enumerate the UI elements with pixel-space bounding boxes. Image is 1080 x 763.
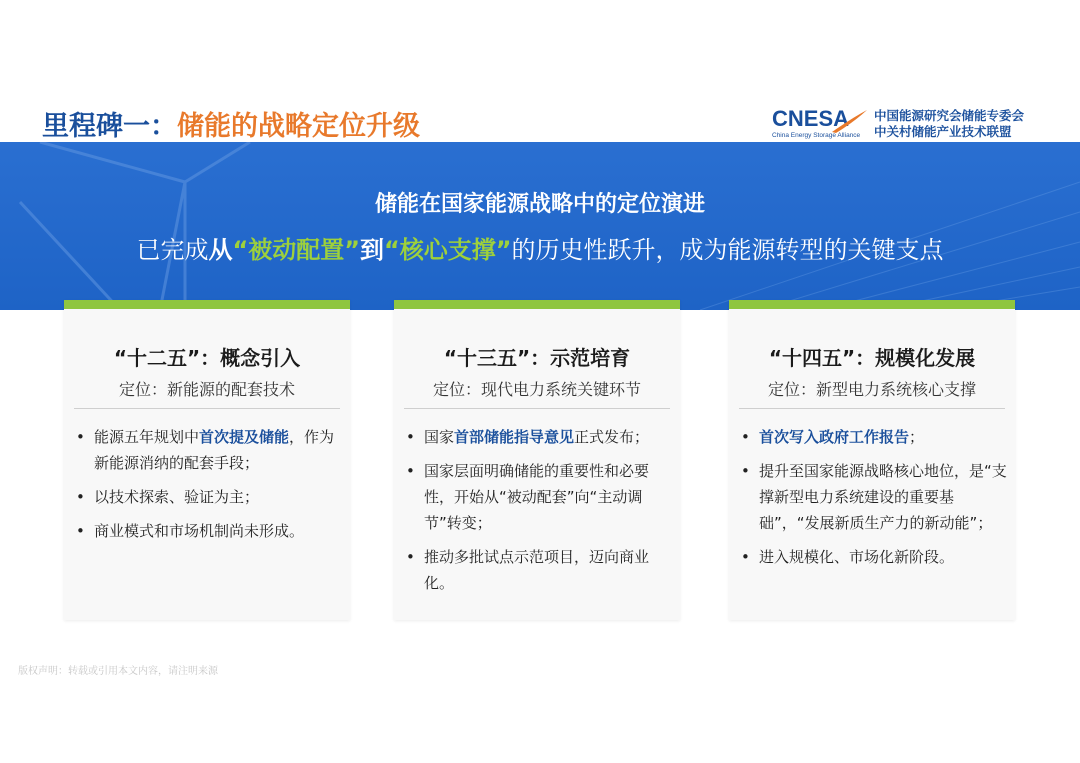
card-divider <box>739 408 1005 409</box>
bullet-item <box>402 424 672 450</box>
bullet-text: 以技术探索、验证为主； <box>94 488 260 506</box>
card-top-bar <box>64 300 350 309</box>
card-top-bar <box>729 300 1015 309</box>
card-14th-five-year <box>729 300 1015 620</box>
bullet-text: 进入规模化、市场化新阶段。 <box>759 548 955 566</box>
page-title-prefix: 里程碑一： <box>42 111 177 142</box>
copyright-watermark: 版权声明：转载或引用本文内容，请注明来源 <box>18 666 218 677</box>
logo-subtitle-en: China Energy Storage Alliance <box>772 132 861 139</box>
banner-subheading <box>0 230 1080 265</box>
bullet-text: 正式发布； <box>574 428 650 446</box>
bullet-item <box>737 458 1007 536</box>
card-bullet-list <box>402 424 672 604</box>
bullet-text: 推动多批试点示范项目，迈向商业化。 <box>424 548 650 592</box>
hero-banner <box>0 142 1080 310</box>
bullet-text: 国家层面明确储能的重要性和必要性，开始从“被动配套”向“主动调节”转变； <box>424 462 650 532</box>
logo-cn-names <box>874 108 1024 140</box>
bullet-item <box>72 484 342 510</box>
card-divider <box>404 408 670 409</box>
card-title: “十四五”：规模化发展 <box>768 346 976 370</box>
bullet-item <box>72 424 342 476</box>
bullet-highlight: 首次提及储能 <box>199 428 290 446</box>
logo-wordmark: CNESA <box>772 106 850 131</box>
cnesa-logo <box>772 106 1047 142</box>
logo-cn-line1: 中国能源研究会储能专委会 <box>874 108 1025 123</box>
card-bullet-list <box>72 424 342 552</box>
card-subtitle: 定位：现代电力系统关键环节 <box>432 380 641 399</box>
bullet-text: 国家 <box>424 428 455 446</box>
bullet-item <box>72 518 342 544</box>
card-title: “十三五”：示范培育 <box>443 346 631 370</box>
bullet-item <box>737 544 1007 570</box>
banner-heading: 储能在国家能源战略中的定位演进 <box>374 192 705 217</box>
wind-turbine-background <box>0 142 1080 310</box>
bullet-text: 提升至国家能源战略核心地位，是“支撑新型电力系统建设的重要基础”，“发展新质生产力的新动能”； <box>759 462 1007 532</box>
banner-sub-part4: 的历史性跃升，成为能源转型的关键支点 <box>511 236 944 264</box>
card-bullet-list <box>737 424 1007 578</box>
card-divider <box>74 408 340 409</box>
card-top-bar <box>394 300 680 309</box>
card-subtitle: 定位：新能源的配套技术 <box>118 380 295 399</box>
card-13th-five-year <box>394 300 680 620</box>
banner-sub-part3: 到 <box>360 236 384 264</box>
card-subtitle: 定位：新型电力系统核心支撑 <box>767 380 976 399</box>
logo-cn-line2: 中关村储能产业技术联盟 <box>874 124 1012 139</box>
card-12th-five-year <box>64 300 350 620</box>
bullet-item <box>402 544 672 596</box>
bullet-text: ，作为新能源消纳的配套手段； <box>94 428 335 472</box>
page-title <box>42 104 420 143</box>
bullet-text: 商业模式和市场机制尚未形成。 <box>94 522 305 540</box>
banner-sub-part1: 已完成 <box>136 236 209 264</box>
bullet-highlight: 首次写入政府工作报告 <box>759 428 910 446</box>
banner-sub-part2: 从 <box>208 236 233 264</box>
bullet-item <box>402 458 672 536</box>
banner-sub-quote2: “核心支撑” <box>384 236 512 264</box>
bullet-item <box>737 424 1007 450</box>
bullet-text: 能源五年规划中 <box>94 428 200 446</box>
page-title-main: 储能的战略定位升级 <box>177 111 420 142</box>
banner-sub-quote1: “被动配置” <box>232 236 360 264</box>
card-title: “十二五”：概念引入 <box>113 346 301 370</box>
bullet-highlight: 首部储能指导意见 <box>454 428 575 446</box>
bullet-text: ； <box>909 428 925 446</box>
